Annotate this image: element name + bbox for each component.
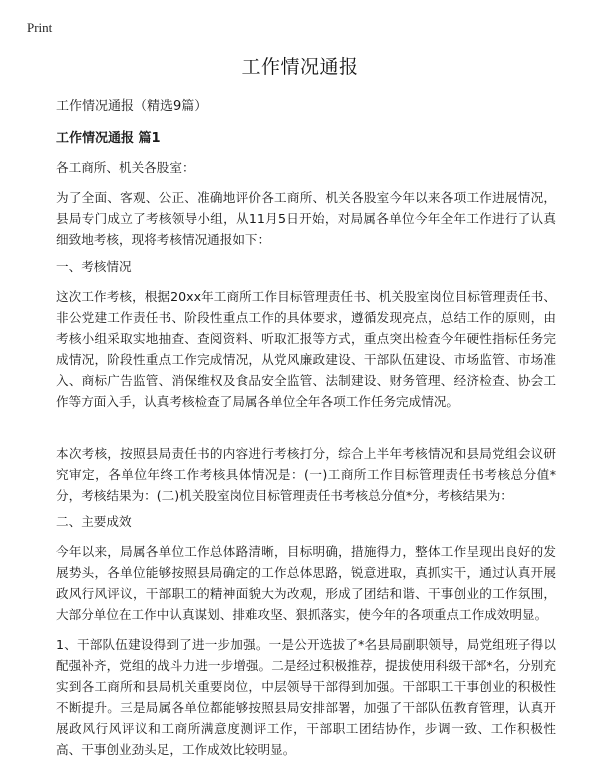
scoring-paragraph: 本次考核，按照县局责任书的内容进行考核打分，综合上半年考核情况和县局党组会议研究审定，各单位年终工作考核具体情况是：(一)工商所工作目标管理责任书考核总分值*分，考核结果为：(二)机关股室岗位目标管理责任书考核总分值*分，考核结果为： <box>56 446 556 503</box>
print-link[interactable]: Print <box>27 20 53 35</box>
heading-assessment: 一、考核情况 <box>56 259 132 274</box>
intro-paragraph: 为了全面、客观、公正、准确地评价各工商所、机关各股室今年以来各项工作进展情况，县局专门成立了考核领导小组，从11月5日开始，对局属各单位今年全年工作进行了认真细致地考核，现将考核情况通报如下： <box>56 190 556 247</box>
section-heading: 工作情况通报 篇1 <box>56 131 161 146</box>
achievements-paragraph: 今年以来，局属各单位工作总体路清晰，目标明确，措施得力，整体工作呈现出良好的发展势头，各单位能够按照县局确定的工作总体思路，锐意进取，真抓实干，通过认真开展政风行风评议，干部职工的精神面貌大为改观，形成了团结和谐、干事创业的工作氛围，大部分单位在工作中认真谋划、排难攻坚、狠抓落实，使今年的各项重点工作成效明显。 <box>56 544 556 622</box>
heading-achievements: 二、主要成效 <box>56 514 132 529</box>
document-subtitle: 工作情况通报（精选9篇） <box>56 99 208 114</box>
document-title: 工作情况通报 <box>241 56 359 78</box>
salutation-paragraph: 各工商所、机关各股室： <box>56 160 195 175</box>
assessment-paragraph: 这次工作考核，根据20xx年工商所工作目标管理责任书、机关股室岗位目标管理责任书、非公党建工作责任书、阶段性重点工作的具体要求，遵循发现亮点，总结工作的原则，由考核小组采取实地抽查、查阅资料、听取汇报等方式，重点突出检查今年硬性指标任务完成情况，阶段性重点工作完成情况，从党风廉政建设、干部队伍建设、市场监管、市场准入、商标广告监管、消保维权及食品安全监管、法制建设、财务管理、经济检查、协会工作等方面入手，认真考核检查了局属各单位全年各项工作任务完成情况。 <box>56 289 556 409</box>
team-building-paragraph: 1、干部队伍建设得到了进一步加强。一是公开选拔了*名县局副职领导，局党组班子得以配强补齐，党组的战斗力进一步增强。二是经过积极推荐，提拔使用科级干部*名，分别充实到各工商所和县局机关重要岗位，中层领导干部得到加强。干部职工干事创业的积极性不断提升。三是局属各单位都能够按照县局安排部署，加强了干部队伍教育管理，认真开展政风行风评议和工商所满意度测评工作，干部职工团结协作，步调一致、工作积极性高、干事创业劲头足，工作成效比较明显。 <box>56 637 556 757</box>
